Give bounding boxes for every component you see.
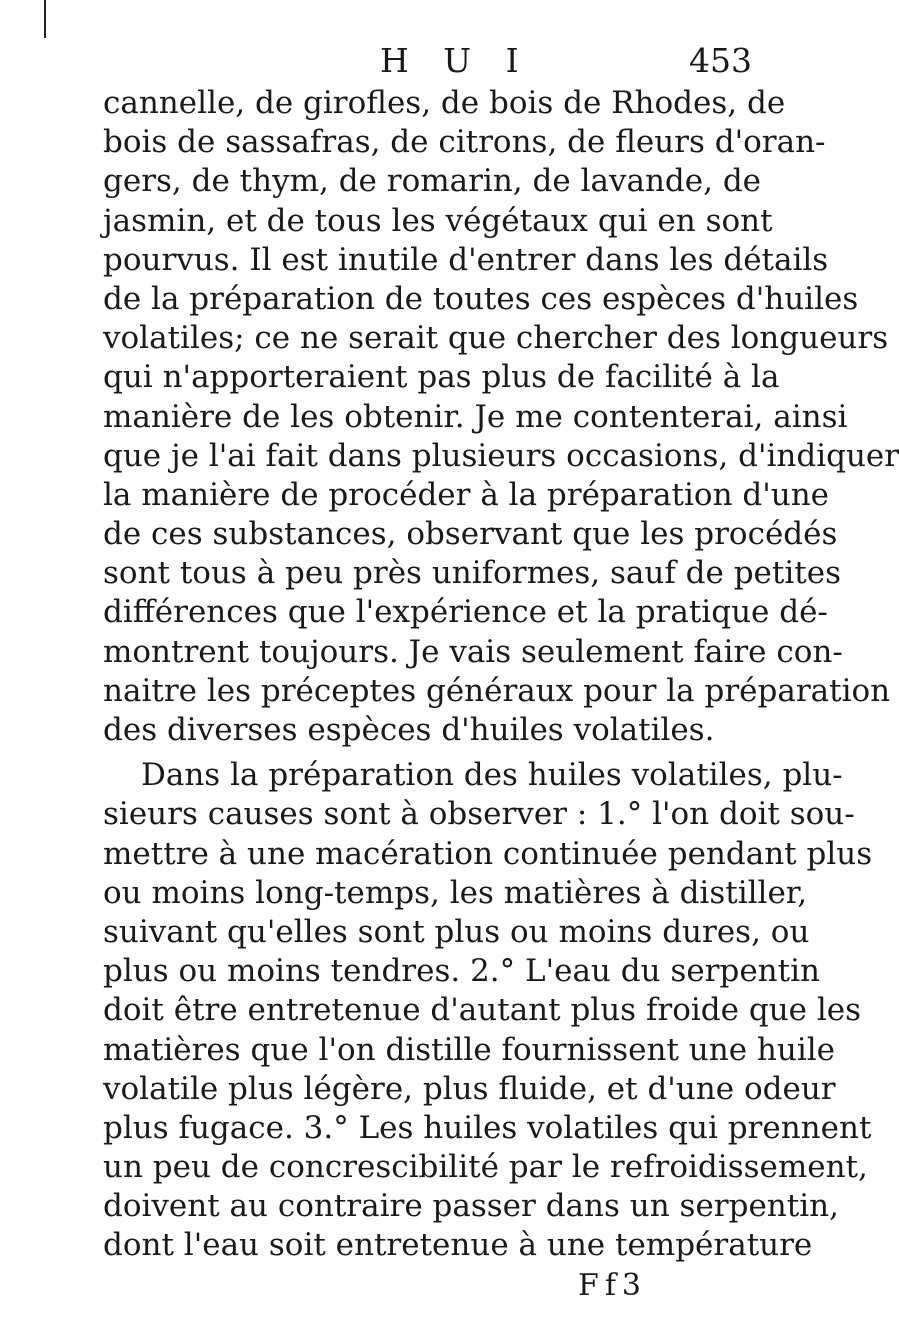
text-line: doit être entretenue d'autant plus froide que les: [103, 992, 862, 1029]
running-head: [0, 38, 800, 84]
text-line: la manière de procéder à la préparation d'une: [103, 476, 830, 513]
text-line: volatiles; ce ne serait que chercher des longueurs: [103, 320, 889, 357]
text-line: montrent toujours. Je vais seulement faire con-: [103, 633, 843, 670]
text-line: gers, de thym, de romarin, de lavande, de: [103, 163, 762, 200]
text-line: doivent au contraire passer dans un serpentin,: [103, 1188, 839, 1225]
paragraph-1: [103, 84, 899, 750]
text-line: volatile plus légère, plus fluide, et d'une odeur: [103, 1070, 836, 1107]
scan-edge-line: [44, 0, 46, 38]
text-line: bois de sassafras, de citrons, de fleurs d'oran-: [103, 124, 826, 161]
text-line: plus ou moins tendres. 2.° L'eau du serpentin: [103, 953, 820, 990]
text-line: ou moins long-temps, les matières à distiller,: [103, 874, 808, 911]
text-line: manière de les obtenir. Je me contenterai, ainsi: [103, 398, 848, 435]
body-text: [103, 84, 899, 1266]
text-line: des diverses espèces d'huiles volatiles.: [103, 712, 715, 748]
text-line: cannelle, de girofles, de bois de Rhodes, de: [103, 85, 786, 121]
text-line: pourvus. Il est inutile d'entrer dans les détails: [103, 241, 829, 278]
text-line: que je l'ai fait dans plusieurs occasions, d'indiquer: [103, 437, 899, 474]
text-line: Dans la préparation des huiles volatiles, plu-: [141, 757, 843, 794]
text-line: différences que l'expérience et la pratique dé-: [103, 594, 828, 631]
text-line: un peu de concrescibilité par le refroidissement,: [103, 1149, 868, 1186]
text-line: plus fugace. 3.° Les huiles volatiles qui prennent: [103, 1109, 872, 1146]
signature-mark: Ff3: [578, 1268, 648, 1303]
text-line: sont tous à peu près uniformes, sauf de petites: [103, 555, 841, 592]
text-line: de la préparation de toutes ces espèces d'huiles: [103, 280, 859, 317]
text-line: jasmin, et de tous les végétaux qui en sont: [103, 202, 773, 239]
paragraph-2: [103, 756, 873, 1265]
running-head-title: H U I: [380, 41, 531, 80]
text-line: qui n'apporteraient pas plus de facilité à la: [103, 359, 780, 396]
text-line: de ces substances, observant que les procédés: [103, 516, 838, 553]
text-line: matières que l'on distille fournissent une huile: [103, 1031, 835, 1068]
text-line: suivant qu'elles sont plus ou moins dures, ou: [103, 913, 810, 950]
page-number: 453: [689, 41, 752, 80]
text-line: mettre à une macération continuée pendant plus: [103, 835, 873, 872]
text-line: dont l'eau soit entretenue à une température: [103, 1227, 813, 1264]
text-line: naitre les préceptes généraux pour la préparation: [103, 672, 891, 709]
text-line: sieurs causes sont à observer : 1.° l'on doit sou-: [103, 796, 855, 833]
